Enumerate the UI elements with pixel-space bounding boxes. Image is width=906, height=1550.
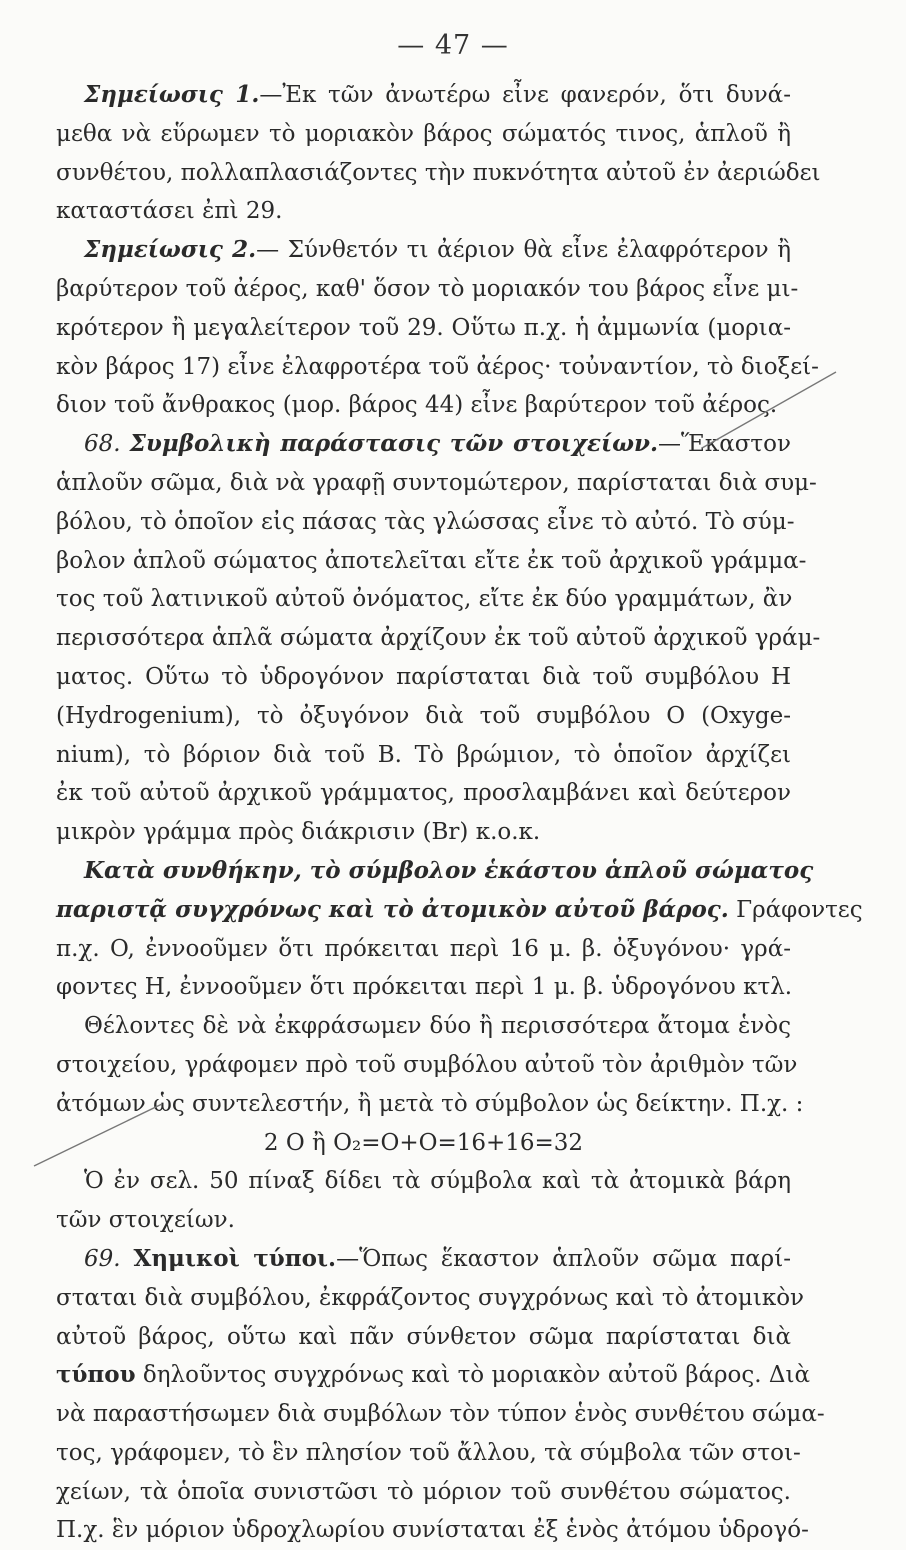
text-run: — Σύνθετόν τι ἀέριον θὰ εἶνε ἐλαφρότερον ἢ [256, 237, 791, 264]
text-run: Ὁ ἐν σελ. 50 πίναξ δίδει τὰ σύμβολα καὶ τὰ ἀτομικὰ βάρη [84, 1168, 791, 1195]
text-run: ἐκ τοῦ αὐτοῦ ἀρχικοῦ γράμματος, προσλαμβάνει καὶ δεύτερον [56, 780, 791, 807]
text-run: ἁπλοῦν σῶμα, διὰ νὰ γραφῇ συντομώτερον, παρίσταται διὰ συμ- [56, 469, 817, 496]
text-run: φοντες H, ἐννοοῦμεν ὅτι πρόκειται περὶ 1 μ. β. ὑδρογόνου κτλ. [56, 974, 793, 1001]
text-run: τῶν στοιχείων. [56, 1207, 235, 1234]
text-run: —Ἕκαστον [658, 431, 791, 458]
text-line [56, 309, 791, 348]
text-run: καταστάσει ἐπὶ 29. [56, 198, 283, 225]
text-run: Κατὰ συνθήκην, τὸ σύμβολον ἑκάστου ἁπλοῦ σώματος [84, 856, 814, 884]
text-line [56, 192, 791, 231]
text-run: —Ἐκ τῶν ἀνωτέρω εἶνε φανερόν, ὅτι δυνά- [259, 82, 791, 108]
text-line [56, 270, 799, 309]
text-run: 69. [84, 1245, 134, 1272]
text-line [56, 580, 791, 619]
text-run: Π.χ. ἓν μόριον ὑδροχλωρίου συνίσταται ἐξ ἑνὸς ἀτόμου ὑδρογό- [56, 1517, 809, 1544]
text-line [56, 813, 791, 852]
text-run: χείων, τὰ ὁποῖα συνιστῶσι τὸ μόριον τοῦ συνθέτου σώματος. [56, 1478, 791, 1505]
text-line [56, 154, 821, 193]
pencil-mark-upper [700, 370, 840, 450]
text-line [56, 968, 791, 1007]
text-line [56, 774, 791, 813]
text-line [56, 1356, 811, 1395]
text-run: βαρύτερον τοῦ ἀέρος, καθ' ὅσον τὸ μοριακόν του βάρος εἶνε μι- [56, 275, 799, 302]
text-run: αὐτοῦ βάρος, οὕτω καὶ πᾶν σύνθετον σῶμα παρίσταται διὰ [56, 1323, 791, 1350]
text-line [56, 348, 819, 387]
text-line [56, 1434, 801, 1473]
text-line [56, 1511, 809, 1550]
text-line [56, 658, 791, 697]
text-line [56, 1395, 825, 1434]
text-run: βόλου, τὸ ὁποῖον εἰς πάσας τὰς γλώσσας εἶνε τὸ αὐτό. Τὸ σύμ- [56, 508, 795, 535]
text-line [56, 852, 814, 891]
text-run: κὸν βάρος 17) εἶνε ἐλαφροτέρα τοῦ ἀέρος· τοὐναντίον, τὸ διοξεί- [56, 353, 819, 380]
text-run: 68. [84, 431, 130, 458]
text-run: κρότερον ἢ μεγαλείτερον τοῦ 29. Οὕτω π.χ. ἡ ἀμμωνία (μορια- [56, 314, 791, 341]
text-run: 2 O ἢ O₂=O+O=16+16=32 [263, 1129, 584, 1156]
text-run: διον τοῦ ἄνθρακος (μορ. βάρος 44) εἶνε βαρύτερον τοῦ ἀέρος. [56, 392, 778, 419]
text-run: Χημικοὶ τύποι. [133, 1244, 337, 1272]
text-run: π.χ. O, ἐννοοῦμεν ὅτι πρόκειται περὶ 16 μ. β. ὀξυγόνου· γρά- [56, 935, 791, 962]
page-body-text [56, 76, 863, 1550]
text-line [56, 231, 791, 270]
text-line [56, 386, 791, 425]
text-line [56, 464, 817, 503]
text-run: σταται διὰ συμβόλου, ἐκφράζοντος συγχρόνως καὶ τὸ ἀτομικὸν [56, 1284, 805, 1311]
text-run: Θέλοντες δὲ νὰ ἐκφράσωμεν δύο ἢ περισσότερα ἄτομα ἑνὸς [84, 1013, 791, 1040]
text-line [56, 697, 791, 736]
text-run: τύπου [56, 1361, 136, 1389]
text-run: ἀτόμων ὡς συντελεστήν, ἢ μετὰ τὸ σύμβολον ὡς δείκτην. Π.χ. : [56, 1090, 804, 1117]
text-run: Σημείωσις 2. [84, 236, 257, 264]
text-line [56, 542, 807, 581]
text-run: δηλοῦντος συγχρόνως καὶ τὸ μοριακὸν αὐτοῦ βάρος. Διὰ [135, 1362, 811, 1389]
text-line [56, 1473, 791, 1512]
text-run: Σημείωσις 1. [84, 81, 260, 108]
text-line [56, 891, 863, 930]
page-number: — 47 — [397, 30, 509, 61]
text-line [56, 76, 791, 115]
text-run: Συμβολικὴ παράστασις τῶν στοιχείων. [129, 430, 659, 458]
text-line [56, 930, 791, 969]
pencil-mark-lower [30, 1100, 170, 1170]
text-run: βολον ἁπλοῦ σώματος ἀποτελεῖται εἴτε ἐκ τοῦ ἀρχικοῦ γράμμα- [56, 547, 807, 574]
text-run: συνθέτου, πολλαπλασιάζοντες τὴν πυκνότητα αὐτοῦ ἐν ἀεριώδει [56, 159, 821, 186]
text-run: nium), τὸ βόριον διὰ τοῦ B. Τὸ βρώμιον, τὸ ὁποῖον ἀρχίζει [56, 741, 791, 768]
text-run: Γράφοντες [728, 896, 863, 923]
text-run: παριστᾷ συγχρόνως καὶ τὸ ἀτομικὸν αὐτοῦ βάρος. [56, 895, 729, 923]
text-run: (Hydrogenium), τὸ ὀξυγόνον διὰ τοῦ συμβόλου O (Oxyge- [56, 702, 791, 729]
text-run: περισσότερα ἁπλᾶ σώματα ἀρχίζουν ἐκ τοῦ αὐτοῦ ἀρχικοῦ γράμ- [56, 625, 821, 652]
text-run: —Ὅπως ἕκαστον ἁπλοῦν σῶμα παρί- [336, 1245, 791, 1272]
text-line [56, 1046, 798, 1085]
text-run: στοιχείου, γράφομεν πρὸ τοῦ συμβόλου αὐτοῦ τὸν ἀριθμὸν τῶν [56, 1051, 798, 1078]
text-line [56, 425, 791, 464]
text-run: ματος. Οὕτω τὸ ὑδρογόνον παρίσταται διὰ τοῦ συμβόλου H [56, 663, 791, 690]
text-line [56, 1240, 791, 1279]
text-line [56, 1007, 791, 1046]
text-line [56, 1279, 805, 1318]
text-run: νὰ παραστήσωμεν διὰ συμβόλων τὸν τύπον ἑνὸς συνθέτου σώμα- [56, 1401, 825, 1428]
text-run: τος τοῦ λατινικοῦ αὐτοῦ ὀνόματος, εἴτε ἐκ δύο γραμμάτων, ἂν [56, 586, 793, 613]
text-line [56, 1318, 791, 1357]
text-line [56, 619, 821, 658]
text-line [56, 736, 791, 775]
text-line [56, 503, 795, 542]
text-run: μικρὸν γράμμα πρὸς διάκρισιν (Br) κ.ο.κ. [56, 819, 541, 846]
text-run: μεθα νὰ εὕρωμεν τὸ μοριακὸν βάρος σώματός τινος, ἁπλοῦ ἢ [56, 120, 791, 147]
text-line [56, 1201, 791, 1240]
text-line [56, 115, 791, 154]
text-run: τος, γράφομεν, τὸ ἓν πλησίον τοῦ ἄλλου, τὰ σύμβολα τῶν στοι- [56, 1439, 801, 1466]
